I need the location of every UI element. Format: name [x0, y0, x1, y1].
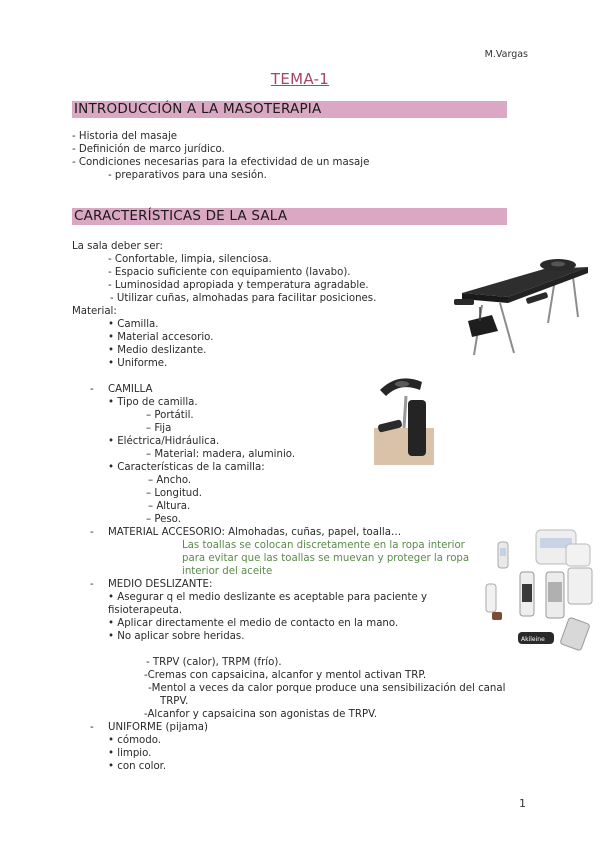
product-label: Akileine — [521, 636, 545, 643]
subsection-heading: CAMILLA — [108, 384, 153, 395]
list-item: • Aplicar directamente el medio de contacto en la mano. — [108, 618, 399, 629]
list-item: • Medio deslizante. — [108, 345, 207, 356]
list-item: - Historia del masaje — [72, 131, 178, 142]
massage-chair-image — [374, 370, 434, 465]
massage-products-image — [484, 528, 594, 652]
list-item: - preparativos para una sesión. — [108, 170, 267, 181]
list-item: – Portátil. — [146, 410, 194, 421]
list-dash: - — [90, 527, 94, 538]
list-item: – Fija — [146, 423, 172, 434]
list-item: • limpio. — [108, 748, 152, 759]
list-item: - Condiciones necesarias para la efectividad de un masaje — [72, 157, 370, 168]
list-item: -Mentol a veces da calor porque produce una sensibilización del canal — [148, 683, 506, 694]
list-item: – Longitud. — [146, 488, 202, 499]
list-dash: - — [90, 722, 94, 733]
list-item: • Eléctrica/Hidráulica. — [108, 436, 220, 447]
note-text: interior del aceite — [182, 566, 273, 577]
list-item: - Espacio suficiente con equipamiento (lavabo). — [108, 267, 351, 278]
list-item: - Confortable, limpia, silenciosa. — [108, 254, 272, 265]
list-item: - Definición de marco jurídico. — [72, 144, 225, 155]
subsection-heading: MATERIAL ACCESORIO: Almohadas, cuñas, papel, toalla… — [108, 527, 402, 538]
list-item: - Utilizar cuñas, almohadas para facilitar posiciones. — [110, 293, 377, 304]
list-item: • Uniforme. — [108, 358, 168, 369]
list-item: • Asegurar q el medio deslizante es aceptable para paciente y — [108, 592, 428, 603]
note-text: para evitar que las toallas se muevan y proteger la ropa — [182, 553, 470, 564]
list-item: • Camilla. — [108, 319, 159, 330]
massage-table-image — [452, 243, 590, 363]
list-item: – Peso. — [146, 514, 181, 525]
list-item: • con color. — [108, 761, 167, 772]
list-item: -Alcanfor y capsaicina son agonistas de TRPV. — [144, 709, 377, 720]
page-number: 1 — [519, 797, 526, 810]
author-name: M.Vargas — [484, 49, 528, 60]
list-item: • Características de la camilla: — [108, 462, 265, 473]
section-heading-sala: CARACTERÍSTICAS DE LA SALA — [74, 208, 288, 224]
list-item: – Altura. — [148, 501, 191, 512]
list-dash: - — [90, 579, 94, 590]
paragraph-text: Material: — [72, 306, 117, 317]
list-item: fisioterapeuta. — [108, 605, 183, 616]
list-item: – Ancho. — [148, 475, 192, 486]
list-item: – Material: madera, aluminio. — [146, 449, 296, 460]
list-dash: - — [90, 384, 94, 395]
paragraph-text: La sala deber ser: — [72, 241, 163, 252]
subsection-heading: MEDIO DESLIZANTE: — [108, 579, 213, 590]
list-item: • Material accesorio. — [108, 332, 214, 343]
subsection-heading: UNIFORME (pijama) — [108, 722, 208, 733]
list-item: • No aplicar sobre heridas. — [108, 631, 245, 642]
list-item: TRPV. — [160, 696, 189, 707]
page-title: TEMA-1 — [270, 70, 330, 88]
section-heading-intro: INTRODUCCIÓN A LA MASOTERAPIA — [74, 101, 322, 117]
list-item: • Tipo de camilla. — [108, 397, 198, 408]
list-item: -Cremas con capsaicina, alcanfor y mentol activan TRP. — [144, 670, 427, 681]
list-item: • cómodo. — [108, 735, 161, 746]
note-text: Las toallas se colocan discretamente en la ropa interior — [182, 540, 465, 551]
list-item: - TRPV (calor), TRPM (frío). — [146, 657, 282, 668]
list-item: - Luminosidad apropiada y temperatura agradable. — [108, 280, 369, 291]
